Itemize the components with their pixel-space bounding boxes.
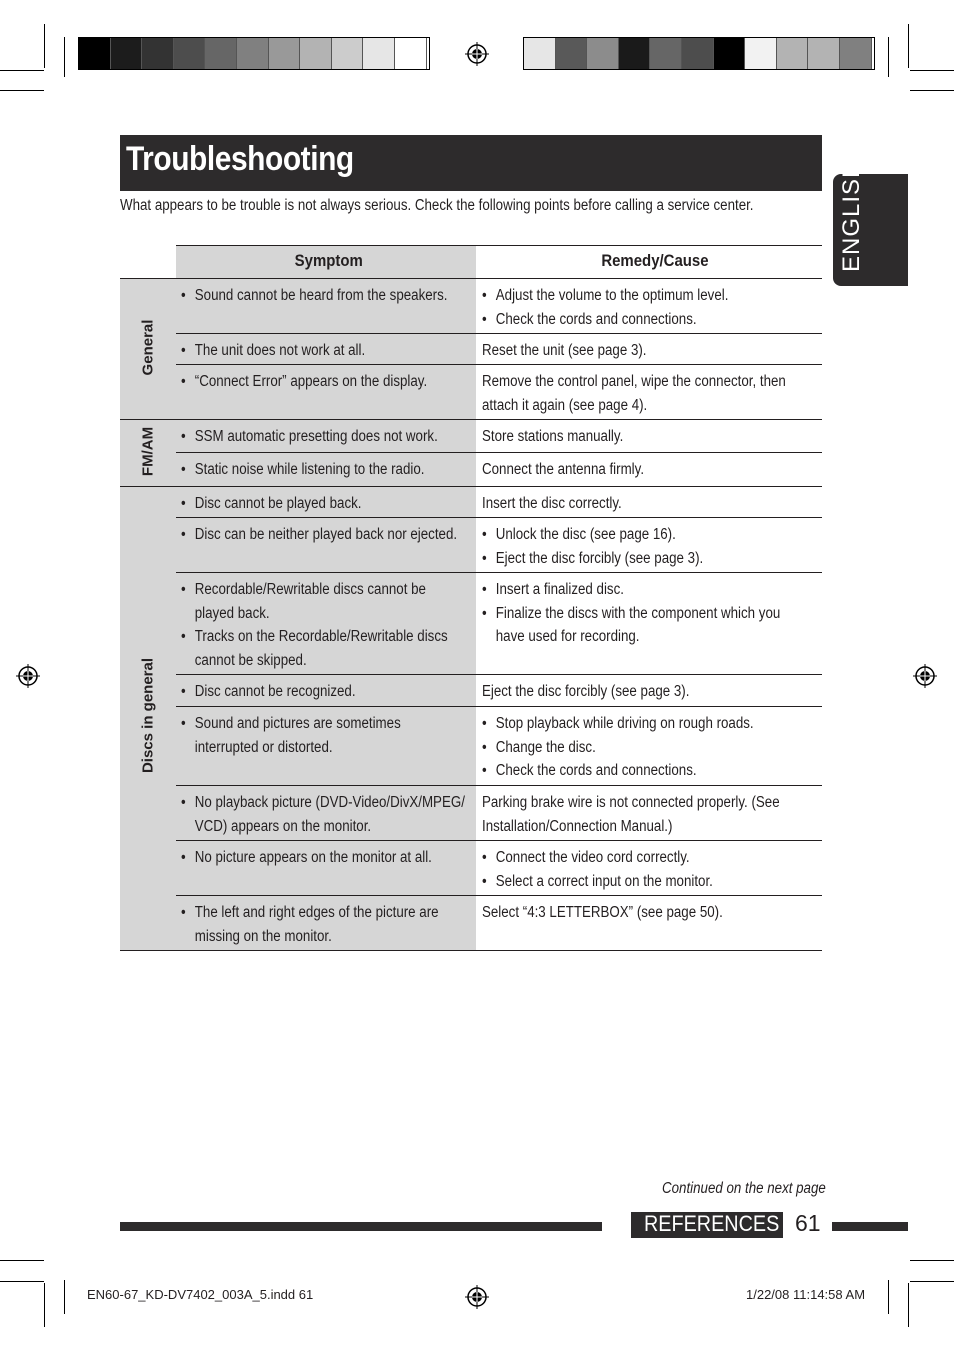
symptom-line: • The left and right edges of the picture are <box>181 901 439 925</box>
symptom-line: played back. <box>194 604 270 622</box>
category-general: General <box>139 319 157 376</box>
symptom-text <box>181 458 424 482</box>
registration-mark-icon <box>16 664 40 688</box>
footer-bar <box>120 1222 602 1231</box>
symptom-text <box>181 284 447 308</box>
registration-mark-icon <box>465 1285 489 1309</box>
symptom-text <box>181 523 457 547</box>
remedy-line: • Connect the video cord correctly. <box>482 846 713 870</box>
symptom-text <box>181 680 356 704</box>
remedy-line: Reset the unit (see page 3). <box>482 342 647 359</box>
remedy-line: have used for recording. <box>495 628 640 645</box>
symptom-line: • The unit does not work at all. <box>181 339 365 363</box>
remedy-line: Parking brake wire is not connected properly. (See <box>482 794 780 811</box>
remedy-text <box>482 284 728 331</box>
symptom-line: • SSM automatic presetting does not work. <box>181 425 438 449</box>
category-discs-in-general: Discs in general <box>139 657 157 774</box>
remedy-line: • Adjust the volume to the optimum level. <box>482 284 728 308</box>
symptom-text <box>181 901 439 948</box>
slug-timestamp: 1/22/08 11:14:58 AM <box>746 1287 866 1302</box>
remedy-line: • Insert a finalized disc. <box>482 578 780 602</box>
remedy-line: Insert the disc correctly. <box>482 495 622 512</box>
symptom-text <box>181 492 361 516</box>
symptom-line: • Disc cannot be played back. <box>181 492 361 516</box>
table-rule <box>176 245 822 246</box>
remedy-line: Select “4:3 LETTERBOX” (see page 50). <box>482 904 723 921</box>
symptom-line: interrupted or distorted. <box>194 738 333 756</box>
grayscale-color-bar-left <box>78 37 430 70</box>
remedy-line: • Eject the disc forcibly (see page 3). <box>482 547 703 571</box>
symptom-line: • Disc cannot be recognized. <box>181 680 356 704</box>
symptom-line: • Recordable/Rewritable discs cannot be <box>181 578 448 602</box>
table-rule <box>120 950 822 951</box>
remedy-line: Eject the disc forcibly (see page 3). <box>482 683 690 700</box>
remedy-text <box>482 458 644 482</box>
remedy-line: attach it again (see page 4). <box>482 396 648 414</box>
remedy-text <box>482 523 703 570</box>
remedy-line: Installation/Connection Manual.) <box>482 817 673 835</box>
remedy-text <box>482 846 713 893</box>
category-fm-am: FM/AM <box>139 426 157 477</box>
language-tab-label: ENGLISH <box>838 159 865 272</box>
symptom-line: • No picture appears on the monitor at all. <box>181 846 432 870</box>
remedy-text <box>482 578 780 649</box>
remedy-line: • Change the disc. <box>482 736 754 760</box>
symptom-line: • Sound and pictures are sometimes <box>181 712 401 736</box>
remedy-line: • Stop playback while driving on rough roads. <box>482 712 754 736</box>
remedy-text <box>482 901 723 925</box>
remedy-line: • Check the cords and connections. <box>482 308 728 332</box>
symptom-line: • No playback picture (DVD-Video/DivX/MPEG/ <box>181 791 465 815</box>
symptom-line: missing on the monitor. <box>194 927 332 945</box>
remedy-text <box>482 370 786 417</box>
section-label: REFERENCES <box>644 1211 780 1236</box>
symptom-line: • Disc can be neither played back nor ejected. <box>181 523 457 547</box>
symptom-text <box>181 370 427 394</box>
remedy-line: Connect the antenna firmly. <box>482 461 645 478</box>
symptom-line: • Tracks on the Recordable/Rewritable discs <box>181 625 448 649</box>
remedy-text <box>482 339 647 363</box>
remedy-line: • Unlock the disc (see page 16). <box>482 523 703 547</box>
remedy-text <box>482 425 623 449</box>
remedy-line: • Check the cords and connections. <box>482 759 754 783</box>
page-number: 61 <box>795 1210 821 1236</box>
registration-mark-icon <box>465 42 489 66</box>
remedy-text <box>482 712 754 783</box>
symptom-text <box>181 578 448 672</box>
remedy-header: Remedy/Cause <box>601 251 709 270</box>
intro-text: What appears to be trouble is not always serious. Check the following points before calling a service center. <box>120 197 754 214</box>
symptom-line: cannot be skipped. <box>194 651 307 669</box>
registration-mark-icon <box>913 664 937 688</box>
remedy-text <box>482 680 689 704</box>
symptom-line: VCD) appears on the monitor. <box>194 817 372 835</box>
remedy-text <box>482 791 780 838</box>
symptom-line: • “Connect Error” appears on the display. <box>181 370 427 394</box>
remedy-line: • Select a correct input on the monitor. <box>482 870 713 894</box>
remedy-line: Remove the control panel, wipe the connector, then <box>482 373 786 390</box>
slug-filename: EN60-67_KD-DV7402_003A_5.indd 61 <box>87 1287 314 1302</box>
remedy-line: Store stations manually. <box>482 428 624 445</box>
footer-bar <box>832 1222 908 1231</box>
symptom-text <box>181 712 401 759</box>
continued-note: Continued on the next page <box>662 1180 826 1197</box>
symptom-line: • Static noise while listening to the radio. <box>181 458 424 482</box>
page-title: Troubleshooting <box>126 140 354 178</box>
symptom-text <box>181 425 438 449</box>
symptom-text <box>181 339 365 363</box>
remedy-line: • Finalize the discs with the component which you <box>482 602 780 626</box>
grayscale-color-bar-right <box>523 37 875 70</box>
remedy-text <box>482 492 622 516</box>
symptom-line: • Sound cannot be heard from the speakers. <box>181 284 447 308</box>
symptom-text <box>181 791 465 838</box>
symptom-text <box>181 846 432 870</box>
symptom-header: Symptom <box>294 251 363 270</box>
